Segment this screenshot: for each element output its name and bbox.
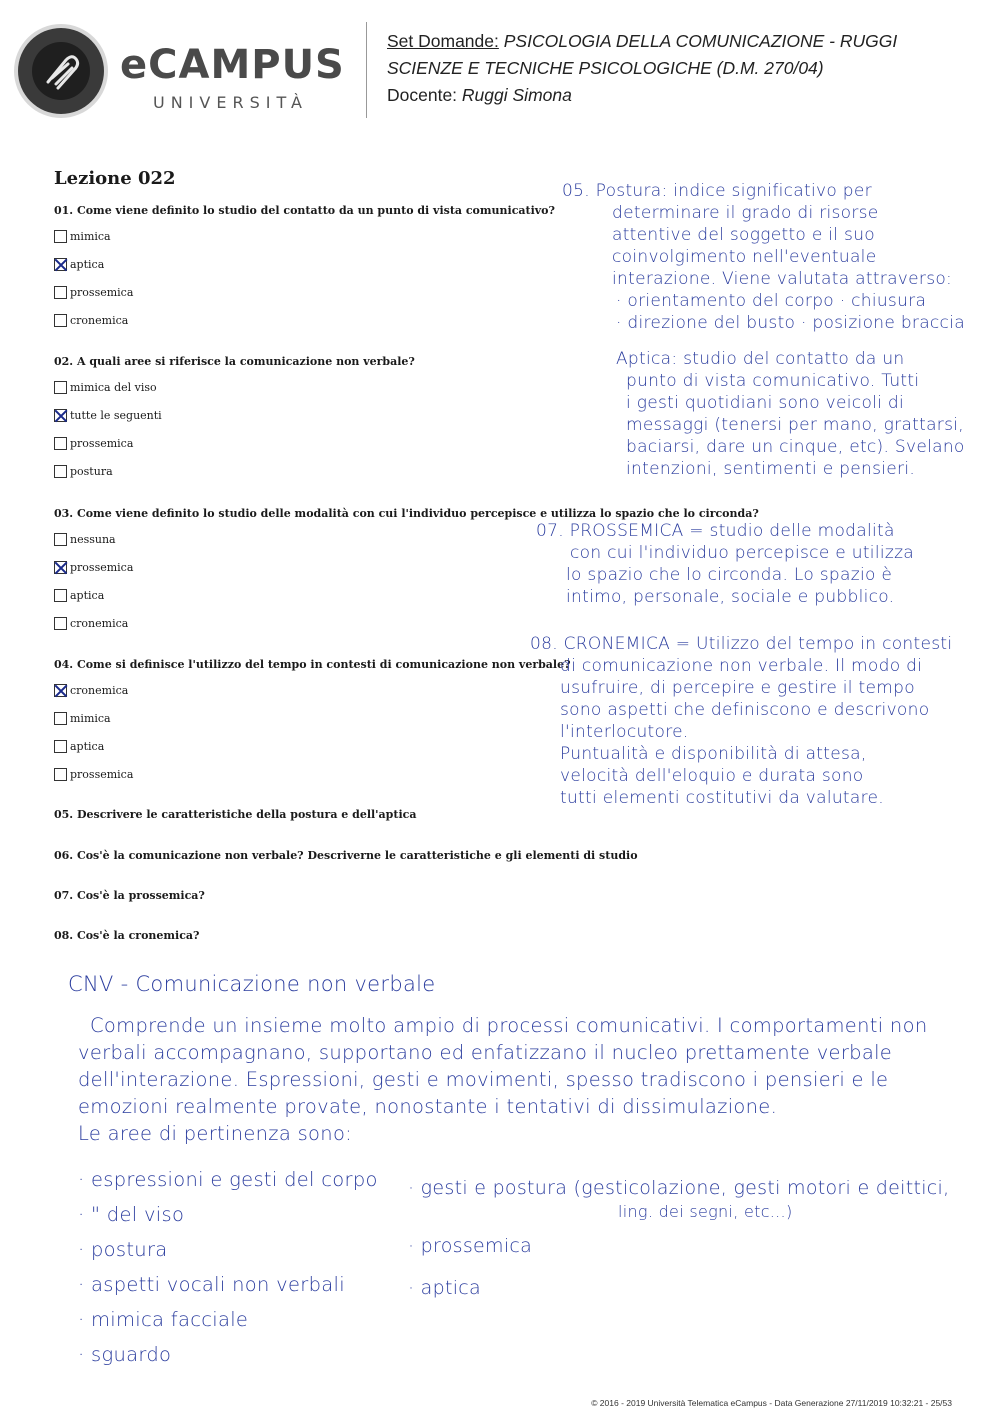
option-label: cronemica	[70, 683, 129, 697]
hw-line: intenzioni, sentimenti e pensieri.	[626, 459, 916, 479]
checkbox[interactable]	[54, 314, 67, 327]
option-label: mimica	[70, 711, 111, 725]
hw-list-item: · aspetti vocali non verbali	[78, 1273, 345, 1296]
answer-option[interactable]	[54, 560, 133, 574]
set-value: PSICOLOGIA DELLA COMUNICAZIONE - RUGGI	[503, 31, 898, 51]
hw-list-item: · aptica	[408, 1277, 482, 1299]
option-label: aptica	[70, 739, 105, 753]
handwritten-list-right	[408, 1176, 949, 1300]
hw-line: intimo, personale, sociale e pubblico.	[566, 587, 895, 607]
option-label: prossemica	[70, 285, 134, 299]
university-logo	[18, 28, 104, 114]
checkbox[interactable]	[54, 617, 67, 630]
open-question: 08. Cos'è la cronemica?	[54, 929, 200, 942]
answer-option[interactable]	[54, 285, 133, 299]
handwritten-list-left	[78, 1162, 378, 1372]
answer-option[interactable]	[54, 532, 116, 546]
hw-list-item: · sguardo	[78, 1343, 172, 1366]
answer-option[interactable]	[54, 739, 104, 753]
course-line	[387, 58, 824, 79]
hw-line: determinare il grado di risorse	[612, 203, 879, 223]
logo-emblem-icon	[32, 42, 90, 100]
answer-option[interactable]	[54, 767, 133, 781]
hw-line: con cui l'individuo percepisce e utilizza	[570, 543, 915, 563]
hw-line: Puntualità e disponibilità di attesa,	[560, 744, 867, 764]
handwritten-answer-07	[536, 520, 914, 608]
option-label: aptica	[70, 588, 105, 602]
answer-option[interactable]	[54, 229, 111, 243]
option-label: prossemica	[70, 436, 134, 450]
hw-line: dell'interazione. Espressioni, gesti e movimenti, spesso tradiscono i pensieri e le	[78, 1068, 889, 1091]
question-text: 01. Come viene definito lo studio del contatto da un punto di vista comunicativo?	[54, 204, 555, 217]
open-question: 06. Cos'è la comunicazione non verbale? Descriverne le caratteristiche e gli elementi di studio	[54, 849, 638, 862]
checkbox-checked[interactable]	[54, 561, 67, 574]
hw-list-item: · " del viso	[78, 1203, 185, 1226]
hw-list-item: · gesti e postura (gesticolazione, gesti motori e deittici,	[408, 1177, 950, 1199]
course-name: SCIENZE E TECNICHE PSICOLOGICHE (D.M. 270/04)	[387, 58, 824, 78]
handwritten-title-cnv: CNV - Comunicazione non verbale	[68, 972, 436, 996]
hw-line: 05. Postura: indice significativo per	[562, 181, 872, 201]
footer-copyright: © 2016 - 2019 Università Telematica eCampus - Data Generazione 27/11/2019 10:32:21 - 25/53	[591, 1398, 952, 1408]
hw-line: punto di vista comunicativo. Tutti	[626, 371, 920, 391]
option-label: aptica	[70, 257, 105, 271]
hw-list-item: · espressioni e gesti del corpo	[78, 1168, 378, 1191]
answer-option[interactable]	[54, 711, 111, 725]
answer-option[interactable]	[54, 683, 128, 697]
hw-line: attentive del soggetto e il suo	[612, 225, 875, 245]
checkbox[interactable]	[54, 712, 67, 725]
brand-name: eCAMPUS	[120, 42, 345, 88]
hw-line: 08. CRONEMICA = Utilizzo del tempo in contesti	[530, 634, 953, 654]
checkbox-checked[interactable]	[54, 258, 67, 271]
handwritten-paragraph-cnv	[78, 1012, 927, 1147]
handwritten-answer-08	[530, 633, 952, 809]
option-label: nessuna	[70, 532, 116, 546]
question-text: 04. Come si definisce l'utilizzo del tempo in contesti di comunicazione non verbale?	[54, 658, 571, 671]
answer-option[interactable]	[54, 616, 128, 630]
option-label: tutte le seguenti	[70, 408, 162, 422]
answer-option[interactable]	[54, 313, 128, 327]
hw-line: messaggi (tenersi per mano, grattarsi,	[626, 415, 964, 435]
set-line	[387, 31, 897, 52]
hw-line: interazione. Viene valutata attraverso:	[612, 269, 953, 289]
answer-option[interactable]	[54, 380, 157, 394]
checkbox[interactable]	[54, 465, 67, 478]
hw-line: lo spazio che lo circonda. Lo spazio è	[566, 565, 893, 585]
hw-line: · direzione del busto · posizione braccia	[616, 313, 965, 333]
checkbox-checked[interactable]	[54, 684, 67, 697]
answer-option[interactable]	[54, 588, 104, 602]
open-question: 05. Descrivere le caratteristiche della postura e dell'aptica	[54, 808, 417, 821]
option-label: cronemica	[70, 313, 129, 327]
hw-list-item: · mimica facciale	[78, 1308, 249, 1331]
hw-line: tutti elementi costitutivi da valutare.	[560, 788, 884, 808]
hw-line: l'interlocutore.	[560, 722, 689, 742]
hw-line: 07. PROSSEMICA = studio delle modalità	[536, 521, 895, 541]
hw-line: coinvolgimento nell'eventuale	[612, 247, 877, 267]
handwritten-answer-aptica	[616, 348, 965, 480]
checkbox[interactable]	[54, 589, 67, 602]
checkbox[interactable]	[54, 768, 67, 781]
hw-line: · orientamento del corpo · chiusura	[616, 291, 927, 311]
teacher-label: Docente:	[387, 85, 458, 105]
hw-list-item: ling. dei segni, etc...)	[618, 1202, 793, 1221]
option-label: mimica	[70, 229, 111, 243]
option-label: prossemica	[70, 767, 134, 781]
header-divider	[366, 22, 367, 118]
answer-option[interactable]	[54, 408, 162, 422]
question-text: 02. A quali aree si riferisce la comunicazione non verbale?	[54, 355, 415, 368]
checkbox[interactable]	[54, 740, 67, 753]
checkbox-checked[interactable]	[54, 409, 67, 422]
answer-option[interactable]	[54, 257, 104, 271]
hw-line: di comunicazione non verbale. Il modo di	[560, 656, 923, 676]
hw-line: emozioni realmente provate, nonostante i tentativi di dissimulazione.	[78, 1095, 778, 1118]
checkbox[interactable]	[54, 381, 67, 394]
checkbox[interactable]	[54, 533, 67, 546]
handwritten-answer-05	[562, 180, 965, 334]
teacher-line	[387, 85, 572, 106]
answer-option[interactable]	[54, 436, 133, 450]
brand-subtitle: UNIVERSITÀ	[153, 93, 308, 112]
hw-line: velocità dell'eloquio e durata sono	[560, 766, 864, 786]
option-label: cronemica	[70, 616, 129, 630]
checkbox[interactable]	[54, 286, 67, 299]
hw-line: Le aree di pertinenza sono:	[78, 1122, 353, 1145]
hw-list-item: · prossemica	[408, 1235, 533, 1257]
checkbox[interactable]	[54, 437, 67, 450]
hw-line: sono aspetti che definiscono e descrivono	[560, 700, 930, 720]
hw-list-item: · postura	[78, 1238, 168, 1261]
hw-line: verbali accompagnano, supportano ed enfatizzano il nucleo prettamente verbale	[78, 1041, 893, 1064]
hw-line: Aptica: studio del contatto da un	[616, 349, 905, 369]
question-text: 03. Come viene definito lo studio delle modalità con cui l'individuo percepisce e utilizza lo spazio che lo circonda?	[54, 507, 759, 520]
lesson-title: Lezione 022	[54, 168, 176, 189]
checkbox[interactable]	[54, 230, 67, 243]
hw-line: baciarsi, dare un cinque, etc). Svelano	[626, 437, 965, 457]
option-label: postura	[70, 464, 113, 478]
open-question: 07. Cos'è la prossemica?	[54, 889, 205, 902]
hw-line: usufruire, di percepire e gestire il tempo	[560, 678, 915, 698]
answer-option[interactable]	[54, 464, 113, 478]
option-label: mimica del viso	[70, 380, 157, 394]
hw-line: Comprende un insieme molto ampio di processi comunicativi. I comportamenti non	[90, 1014, 928, 1037]
option-label: prossemica	[70, 560, 134, 574]
hw-line: i gesti quotidiani sono veicoli di	[626, 393, 905, 413]
set-label: Set Domande:	[387, 31, 499, 51]
teacher-value: Ruggi Simona	[461, 85, 572, 105]
